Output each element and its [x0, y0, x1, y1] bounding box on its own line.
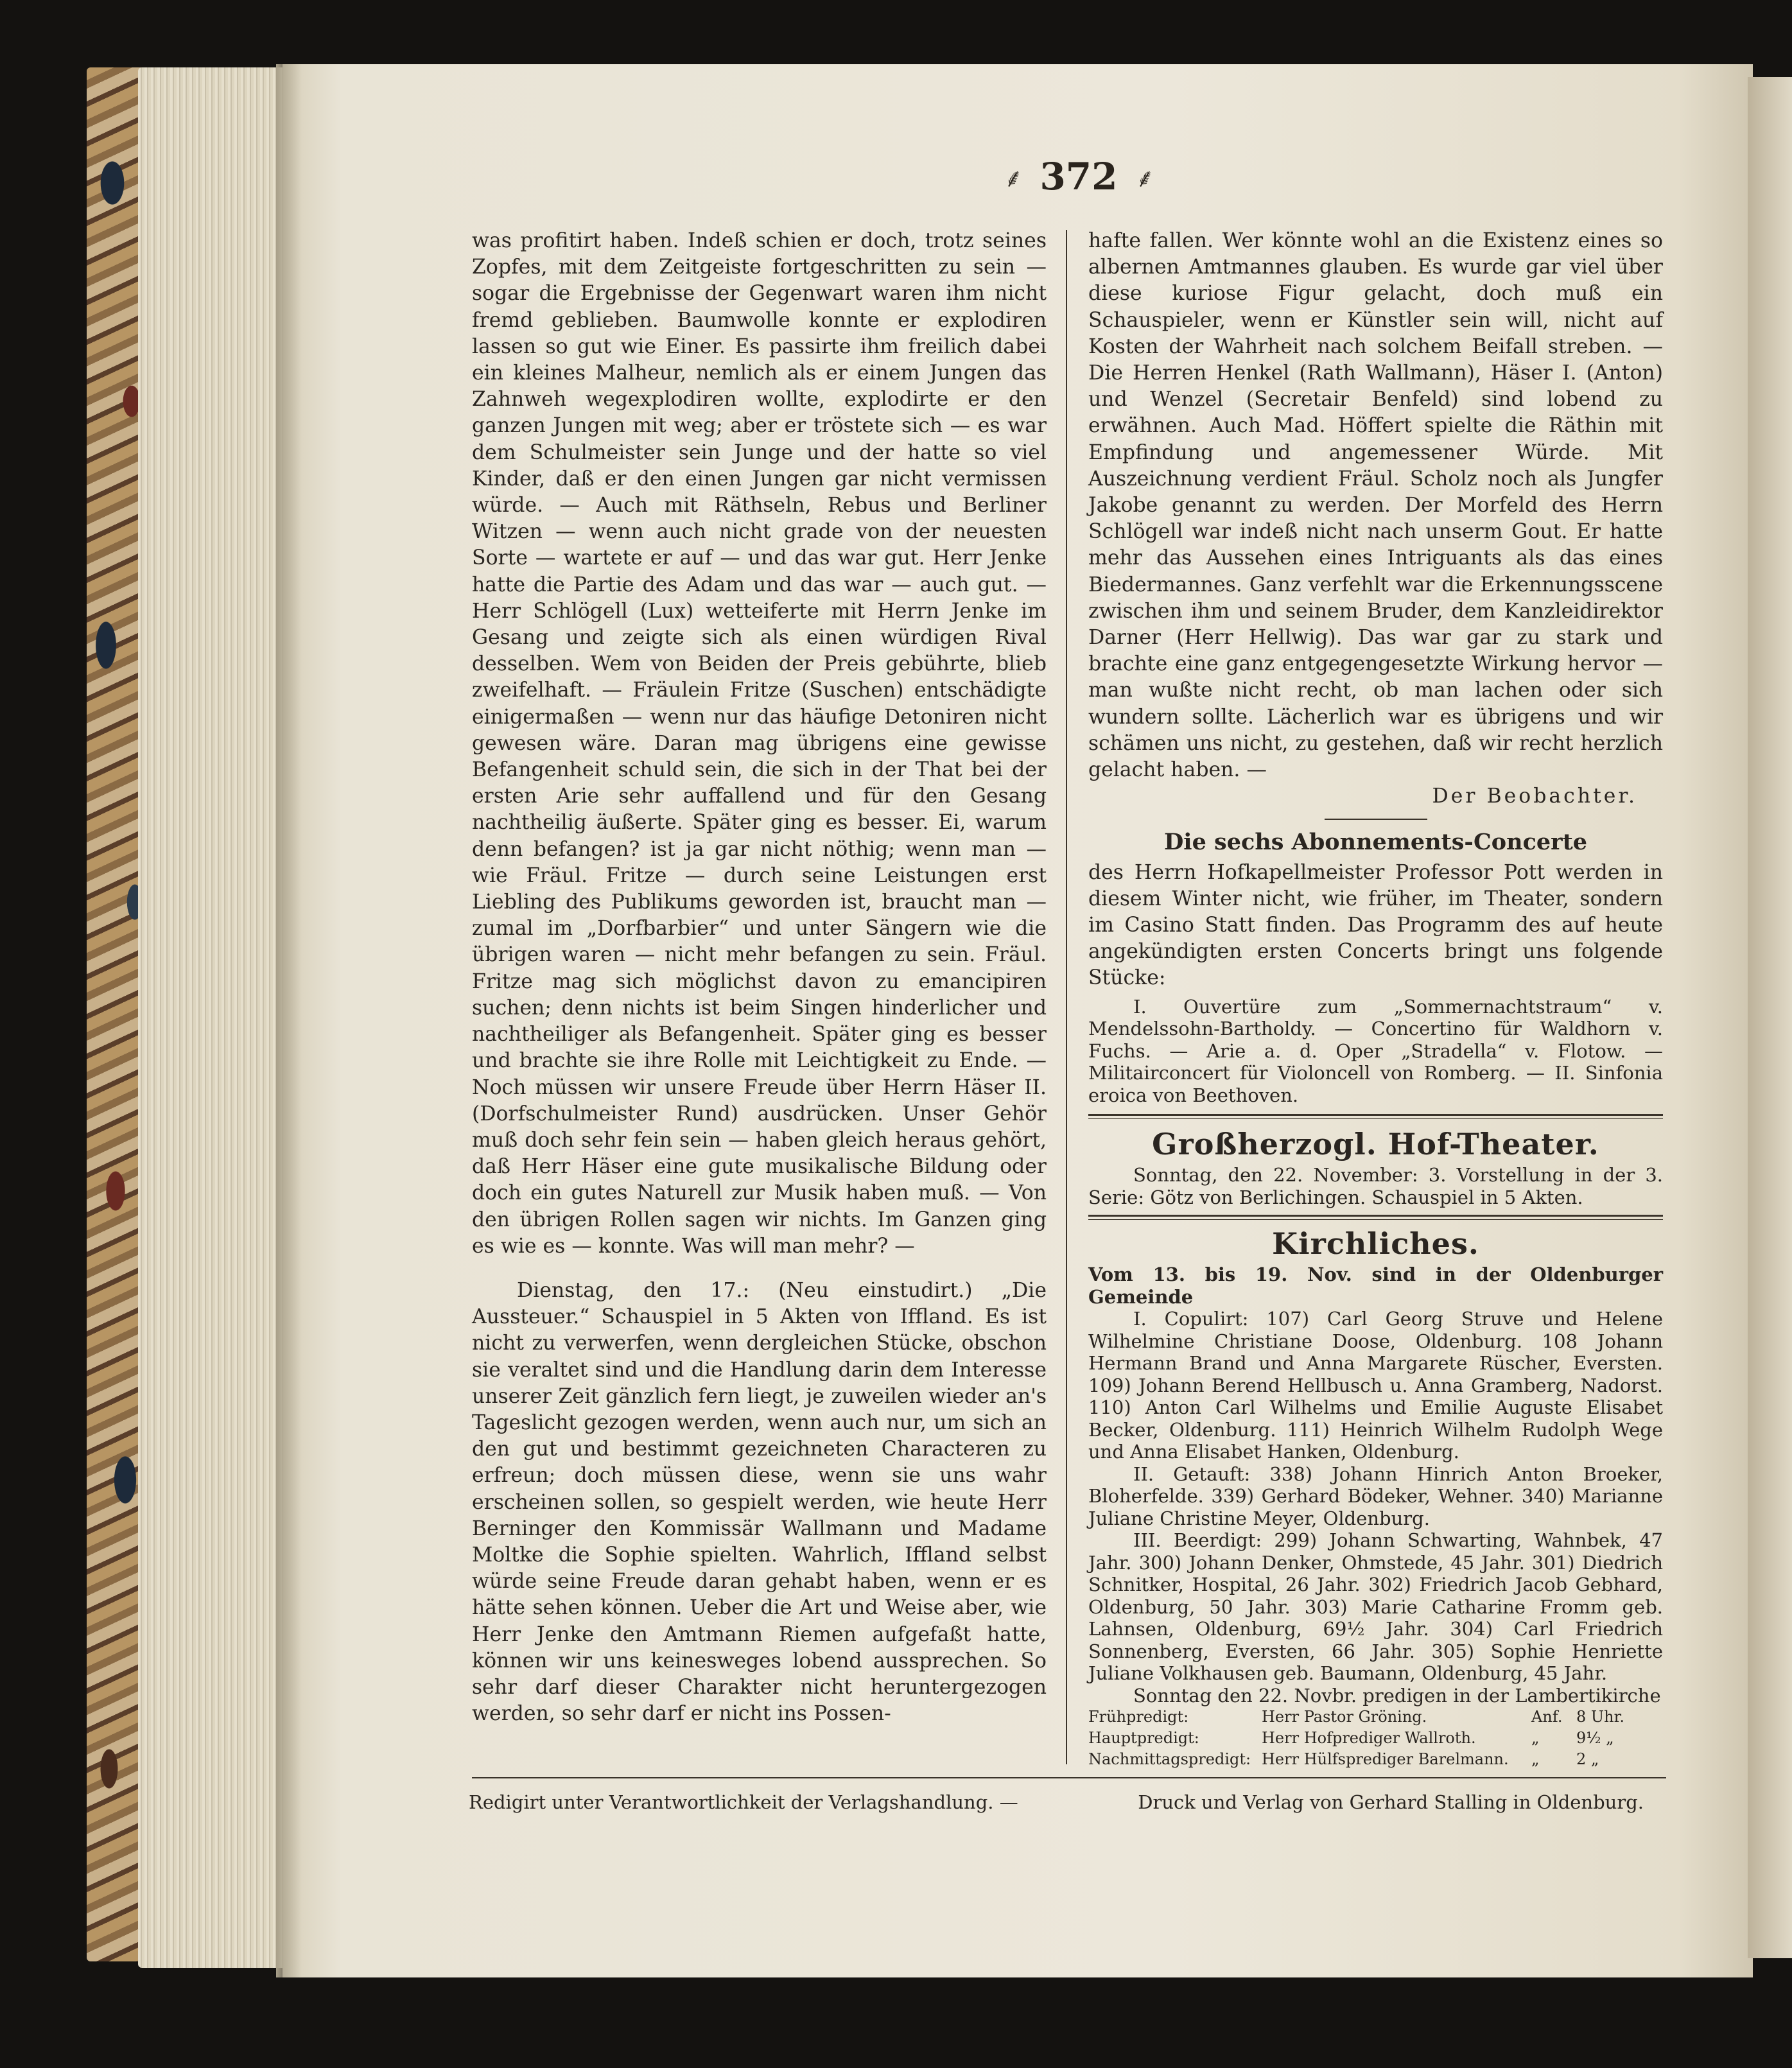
church-getauft: II. Getauft: 338) Johann Hinrich Anton Broeker, Bloherfelde. 339) Gerhard Bödeker, Wehner. 340) Marianne Juliane Christine Meyer, Oldenburg. [1088, 1463, 1663, 1529]
right-column [1088, 228, 1663, 1770]
sermon-preacher: Herr Pastor Gröning. [1262, 1708, 1427, 1726]
sermon-time: 2 „ [1576, 1750, 1599, 1769]
sermon-kind: Hauptpredigt: [1088, 1729, 1199, 1748]
sermon-time: 9½ „ [1576, 1729, 1614, 1748]
footer-rule [472, 1777, 1666, 1778]
sermon-row [1088, 1749, 1663, 1770]
sermon-kind: Nachmittagspredigt: [1088, 1750, 1251, 1769]
next-page-edge [1748, 77, 1792, 1958]
church-title: Kirchliches. [1272, 1226, 1479, 1262]
sermon-preacher: Herr Hülfsprediger Barelmann. [1262, 1750, 1509, 1769]
review-signature: Der Beobachter. [1432, 785, 1637, 808]
column-divider [1066, 230, 1067, 1764]
sermon-row [1088, 1728, 1663, 1749]
ornament-left-icon: ⸙ [1004, 163, 1022, 193]
concert-text: des Herrn Hofkapellmeister Professor Pott werden in diesem Winter nicht, wie früher, im Theater, sondern im Casino Statt finden. Das Programm des auf heute angekündigten ersten Concerts bringt uns folgende Stücke: [1088, 860, 1663, 990]
page-number: 372 [1040, 155, 1118, 198]
sermon-note: „ [1531, 1729, 1540, 1748]
church-intro: Vom 13. bis 19. Nov. sind in der Oldenburger Gemeinde [1088, 1264, 1663, 1308]
church-sunday: Sonntag den 22. Novbr. predigen in der Lambertikirche [1133, 1684, 1661, 1707]
section-rule [1088, 1118, 1663, 1119]
sermon-preacher: Herr Hofprediger Wallroth. [1262, 1729, 1476, 1748]
sermon-note: „ [1531, 1750, 1540, 1769]
church-copulirt: I. Copulirt: 107) Carl Georg Struve und Helene Wilhelmine Christiane Doose, Oldenburg. 108 Johann Hermann Brand und Anna Margarete Rüscher, Eversten. 109) Johann Berend Hellbusch u. Anna Gramberg, Nadorst. 110) Anton Carl Wilhelms und Emilie Auguste Elisabet Becker, Oldenburg. 111) Heinrich Wilhelm Rudolph Wege und Anna Elisabet Hanken, Oldenburg. [1088, 1308, 1663, 1463]
footer-editor-note: Redigirt unter Verantwortlichkeit der Verlagshandlung. — [469, 1791, 1018, 1813]
concert-title: Die sechs Abonnements-Concerte [1163, 829, 1588, 856]
review-paragraph: was profitirt haben. Indeß schien er doch, trotz seines Zopfes, mit dem Zeitgeiste fortgeschritten zu sein — sogar die Ergebnisse der Gegenwart waren ihm nicht fremd geblieben. Baumwolle konnte er explodiren lassen so gut wie Einer. Es passirte ihm freilich dabei ein kleines Malheur, nemlich als er einem Jungen das Zahnweh wegexplodiren wollte, explodirte er den ganzen Jungen mit weg; aber er tröstete sich — es war dem Schulmeister sein Junge und der hatte so viel Kinder, daß er den einen Jungen gar nicht vermissen würde. — Auch mit Räthseln, Rebus und Berliner Witzen — wenn auch nicht grade von der neuesten Sorte — wartete er auf — und das war gut. Herr Jenke hatte die Partie des Adam und das war — auch gut. — Herr Schlögell (Lux) wetteiferte mit Herrn Jenke im Gesang und zeigte sich als einen würdigen Rival desselben. Wem von Beiden der Preis gebührte, blieb zweifelhaft. — Fräulein Fritze (Suschen) entschädigte einigermaßen — wenn nur das häufige Detoniren nicht gewesen wäre. Daran mag übrigens eine gewisse Befangenheit schuld sein, die sich in der That bei der ersten Arie sehr auffallend und für den Gesang nachtheilig äußerte. Später ging es besser. Ei, warum denn befangen? ist ja gar nicht nöthig; wenn man — wie Fräul. Fritze — durch seine Leistungen erst Liebling des Publikums geworden ist, braucht man — zumal im „Dorfbarbier“ und unter Sängern wie die übrigen waren — nicht mehr befangen zu sein. Fräul. Fritze mag sich möglichst davon zu emancipiren suchen; denn nichts ist beim Singen hinderlicher und nachtheiliger als Befangenheit. Später ging es besser und brachte sie ihre Rolle mit Leichtigkeit zu Ende. — Noch müssen wir unsere Freude über Herrn Häser II. (Dorfschulmeister Rund) ausdrücken. Unser Gehör muß doch sehr fein sein — haben gleich heraus gehört, daß Herr Häser eine gute musikalische Bildung oder doch ein gutes Naturell zur Musik haben muß. — Von den übrigen Rollen sagen wir nichts. Im Ganzen ging es wie es — konnte. Was will man mehr? — [472, 229, 1047, 1258]
theater-text: Sonntag, den 22. November: 3. Vorstellung in der 3. Serie: Götz von Berlichingen. Schauspiel in 5 Akten. [1088, 1164, 1663, 1208]
page-footer [469, 1791, 1644, 1823]
concert-program: I. Ouvertüre zum „Sommernachtstraum“ v. Mendelssohn-Bartholdy. — Concertino für Waldhorn v. Fuchs. — Arie a. d. Oper „Stradella“ v. Flotow. — Militairconcert für Violoncell von Romberg. — II. Sinfonia eroica von Beethoven. [1088, 995, 1663, 1106]
page-stack [138, 67, 292, 1968]
review-continuation: hafte fallen. Wer könnte wohl an die Existenz eines so albernen Amtmannes glauben. Es wurde gar viel über diese kuriose Figur gelacht, doch muß ein Schauspieler, wenn er Künstler sein will, nicht auf Kosten der Wahrheit nach solchem Beifall streben. — Die Herren Henkel (Rath Wallmann), Häser I. (Anton) und Wenzel (Secretair Benfeld) sind lobend zu erwähnen. Auch Mad. Höffert spielte die Räthin mit Empfindung und angemessener Würde. Mit Auszeichnung verdient Fräul. Scholz noch als Jungfer Jakobe genannt zu werden. Der Morfeld des Herrn Schlögell war indeß nicht nach unserm Gout. Er hatte mehr das Aussehen eines Intriguants als das eines Biedermannes. Ganz verfehlt war die Erkennungsscene zwischen ihm und seinem Bruder, dem Kanzleidirektor Darner (Herr Hellwig). Das war gar zu stark und brachte eine ganz entgegengesetzte Wirkung hervor — man wußte nicht recht, ob man lachen oder sich wundern sollte. Lächerlich war es übrigens und wir schämen uns nicht, zu gestehen, daß wir recht herzlich gelacht haben. — [1088, 229, 1663, 782]
church-beerdigt: III. Beerdigt: 299) Johann Schwarting, Wahnbek, 47 Jahr. 300) Johann Denker, Ohmstede, 45 Jahr. 301) Diedrich Schnitker, Hospital, 26 Jahr. 302) Friedrich Jacob Gebhard, Oldenburg, 50 Jahr. 303) Marie Catharine Fromm geb. Lahnsen, Oldenburg, 69½ Jahr. 304) Carl Friedrich Sonnenberg, Eversten, 66 Jahr. 305) Sophie Henriette Juliane Volkhausen geb. Baumann, Oldenburg, 45 Jahr. [1088, 1529, 1663, 1685]
section-rule [1088, 1219, 1663, 1220]
sermon-time: 8 Uhr. [1576, 1708, 1625, 1726]
ornament-right-icon: ⸙ [1135, 163, 1154, 193]
left-column [472, 228, 1047, 1727]
section-rule [1088, 1215, 1663, 1217]
spine-shadow [276, 64, 302, 1977]
sermon-note: Anf. [1531, 1708, 1563, 1726]
section-rule [1325, 819, 1427, 820]
page-header [925, 151, 1233, 202]
theater-title: Großherzogl. Hof-Theater. [1152, 1127, 1599, 1162]
footer-printer-note: Druck und Verlag von Gerhard Stalling in Oldenburg. [1138, 1791, 1644, 1813]
sermon-row [1088, 1707, 1663, 1728]
review-paragraph: Dienstag, den 17.: (Neu einstudirt.) „Die Aussteuer.“ Schauspiel in 5 Akten von Iffland. Es ist nicht zu verwerfen, wenn dergleichen Stücke, obschon sie veraltet sind und die Handlung darin dem Interesse unserer Zeit gänzlich fern liegt, je zuweilen wieder an's Tageslicht gezogen werden, wenn auch nur, um sich an den gut und bestimmt gezeichneten Characteren zu erfreun; doch müssen diese, wenn sie uns wahr erscheinen sollen, so gespielt werden, wie heute Herr Berninger den Kommissär Wallmann und Madame Moltke die Sophie spielten. Wahrlich, Iffland selbst würde seine Freude daran gehabt haben, wenn er es hätte sehen können. Ueber die Art und Weise aber, wie Herr Jenke den Amtmann Riemen aufgefaßt hatte, können wir uns keinesweges lobend aussprechen. So sehr darf dieser Charakter nicht heruntergezogen werden, so sehr darf er nicht ins Possen- [472, 1278, 1047, 1726]
section-rule [1088, 1114, 1663, 1116]
sermon-list [1088, 1707, 1663, 1770]
sermon-kind: Frühpredigt: [1088, 1708, 1189, 1726]
